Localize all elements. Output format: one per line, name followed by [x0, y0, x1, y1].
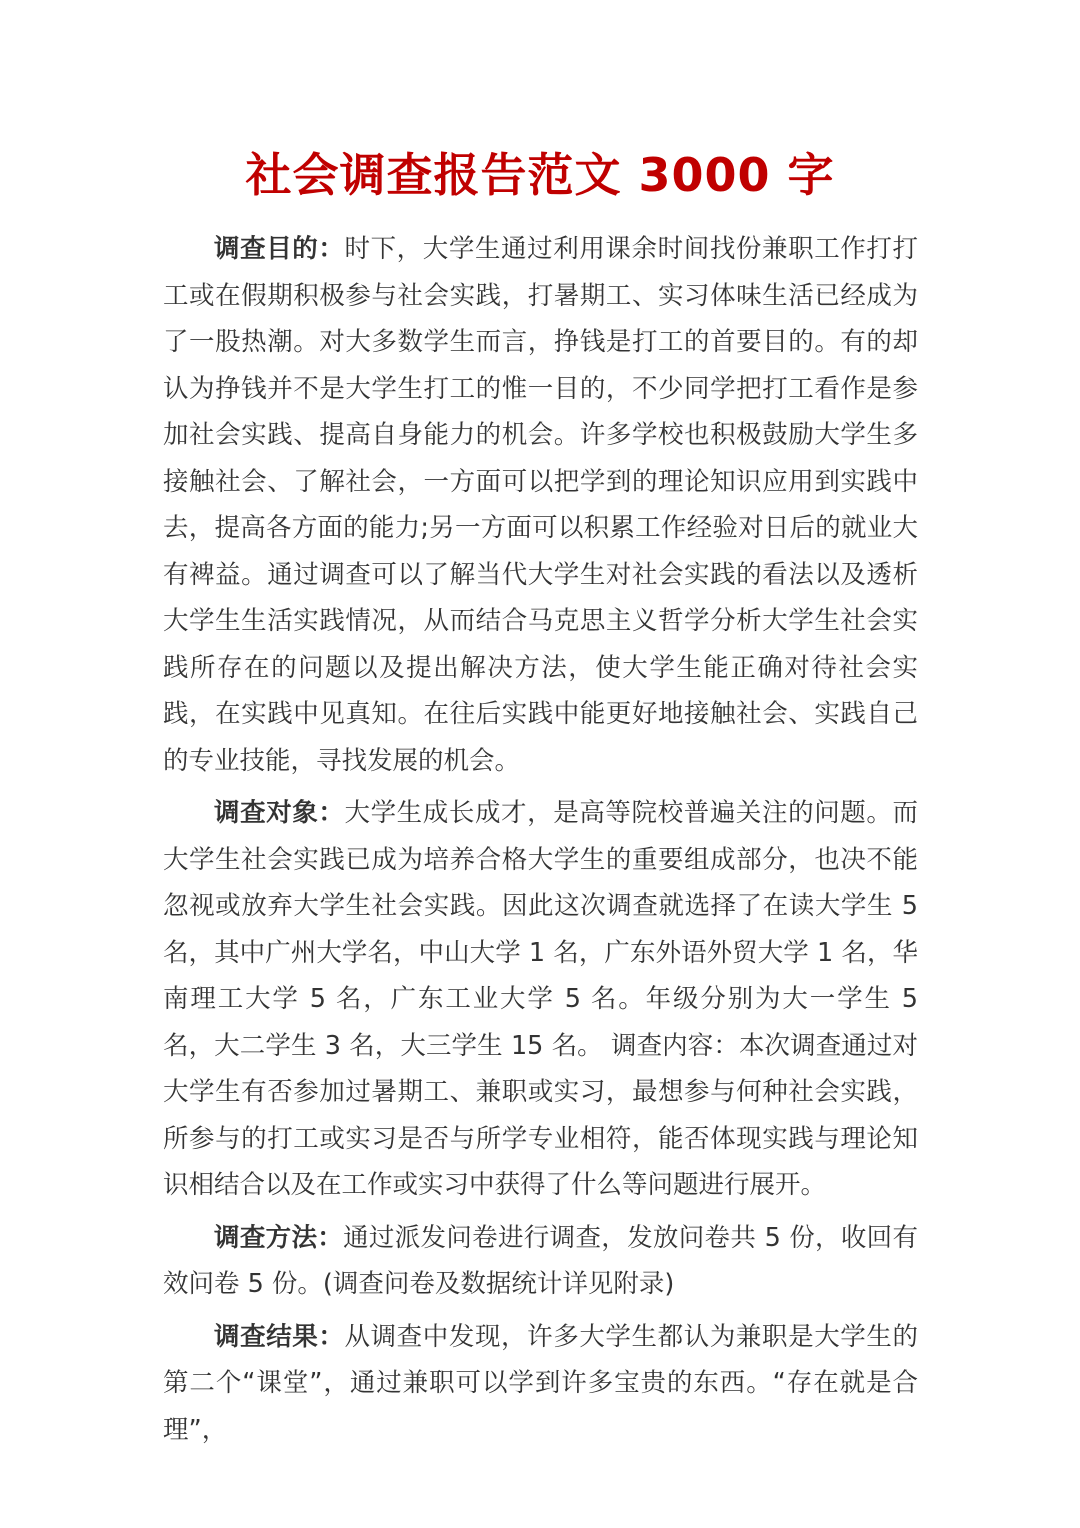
section-text-purpose: 时下，大学生通过利用课余时间找份兼职工作打打工或在假期积极参与社会实践，打暑期工、实习体味生活已经成为了一股热潮。对大多数学生而言，挣钱是打工的首要目的。有的却认为挣钱并不是大学生打工的惟一目的，不少同学把打工看作是参加社会实践、提高自身能力的机会。许多学校也积极鼓励大学生多接触社会、了解社会，一方面可以把学到的理论知识应用到实践中去，提高各方面的能力;另一方面可以积累工作经验对日后的就业大有裨益。通过调查可以了解当代大学生对社会实践的看法以及透析大学生生活实践情况，从而结合马克思主义哲学分析大学生社会实践所存在的问题以及提出解决方法，使大学生能正确对待社会实践，在实践中见真知。在往后实践中能更好地接触社会、实践自己的专业技能，寻找发展的机会。 [163, 234, 918, 776]
document-title: 社会调查报告范文 3000 字 [245, 148, 835, 202]
section-heading-method: 调查方法： [214, 1222, 344, 1253]
paragraph-purpose [163, 226, 918, 784]
section-text-subjects: 大学生成长成才，是高等院校普遍关注的问题。而大学生社会实践已成为培养合格大学生的重要组成部分，也决不能忽视或放弃大学生社会实践。因此这次调查就选择了在读大学生 5 名，其中广州大学名，中山大学 1 名，广东外语外贸大学 1 名，华南理工大学 5 名，广东工业大学 5 名。年级分别为大一学生 5 名，大二学生 3 名，大三学生 15 名。 调查内容：本次调查通过对大学生有否参加过暑期工、兼职或实习，最想参与何种社会实践，所参与的打工或实习是否与所学专业相符，能否体现实践与理论知识相结合以及在工作或实习中获得了什么等问题进行展开。 [163, 798, 918, 1200]
section-heading-subjects: 调查对象： [214, 798, 345, 828]
paragraph-method [163, 1215, 918, 1308]
document-body [163, 226, 918, 1459]
section-heading-purpose: 调查目的： [214, 234, 345, 264]
section-text-results: 从调查中发现，许多大学生都认为兼职是大学生的第二个“课堂”，通过兼职可以学到许多宝贵的东西。“存在就是合理”， [163, 1321, 918, 1445]
section-heading-results: 调查结果： [214, 1321, 345, 1352]
paragraph-results [163, 1314, 918, 1454]
paragraph-subjects [163, 790, 918, 1209]
section-text-method: 通过派发问卷进行调查，发放问卷共 5 份，收回有效问卷 5 份。(调查问卷及数据统计详见附录) [163, 1222, 918, 1299]
